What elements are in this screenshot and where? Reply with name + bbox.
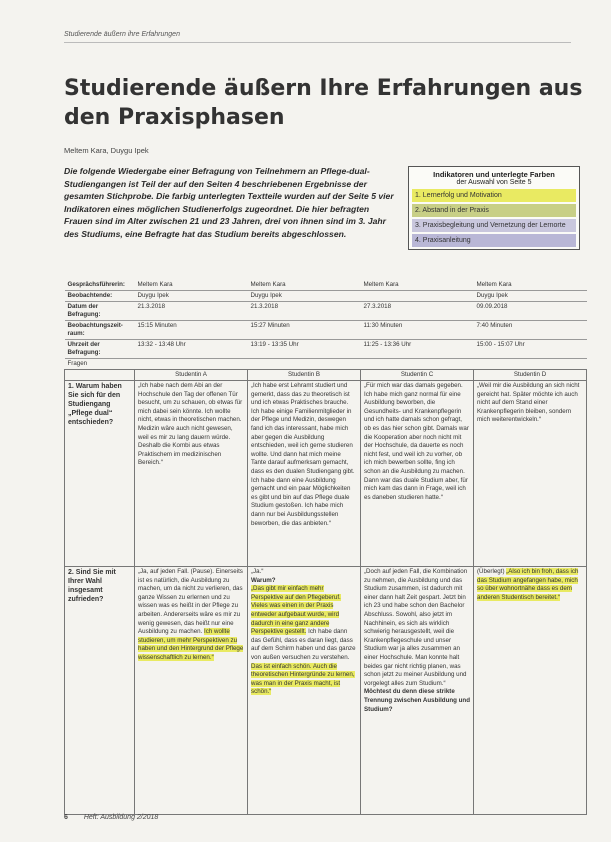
answer-text: „Ja, auf jeden Fall. (Pause). Einerseits ist es natürlich, die Ausbildung zu machen, um da nicht zu verlieren, das ganze Wissen zu erlernen und zu wissen was es heißt in der Pflege zu arbeiten. Andererseits wäre es mir zu wenig gewesen, das heißt nur eine Ausbildung zu machen. <box>138 568 243 636</box>
meta-value: 13:32 - 13:48 Uhr <box>135 340 248 359</box>
fragen-row <box>65 359 587 370</box>
meta-row <box>65 321 587 340</box>
meta-value: Meltem Kara <box>248 280 361 291</box>
meta-value: 15:00 - 15:07 Uhr <box>474 340 587 359</box>
answer-text: Das ist einfach schön. Auch die theoretischen Hintergründe zu lernen, was man in der Praxis macht, ist schön.“ <box>251 662 355 696</box>
student-header: Studentin B <box>248 370 361 381</box>
spacer-cell <box>361 359 474 370</box>
answer-cell <box>361 381 474 567</box>
answer-text: „Weil mir die Ausbildung an sich nicht gereicht hat. Später möchte ich auch nicht auf dem Stand einer Krankenpflegerin bleiben, sondern mich weiterentwickeln.“ <box>477 382 580 424</box>
spacer-cell <box>248 359 361 370</box>
answer-text: „Ja.“ <box>251 568 264 575</box>
article-authors: Meltem Kara, Duygu Ipek <box>64 146 149 155</box>
answer-cell <box>248 567 361 815</box>
meta-value: 7:40 Minuten <box>474 321 587 340</box>
answer-text: „Das gibt mir einfach mehr Perspektive auf den Pflegeberuf. Vieles was einen in der Praxis entweder aufgebaut wurde, wird dadurch in eine ganz andere Perspektive gestellt. <box>251 585 341 636</box>
student-header: Studentin C <box>361 370 474 381</box>
question-number: 2. <box>68 569 74 576</box>
indicator-legend-box <box>408 166 580 250</box>
meta-value: 21.3.2018 <box>248 302 361 321</box>
legend-item: 1. Lernerfolg und Motivation <box>412 189 576 202</box>
meta-row <box>65 340 587 359</box>
question-row <box>65 381 587 567</box>
meta-label: Beobachtende: <box>65 291 135 302</box>
answer-text: „Ich habe erst Lehramt studiert und gemerkt, dass das zu theoretisch ist und ich etwas Praktisches brauche. Ich habe einige Familienmitglieder in der Pflege und Medizin, deswegen fand ich das interessant, habe mich aber gegen die Ausbildung entschieden, weil ich gerne studieren wollte. Und dann hat mich meine Tante darauf aufmerksam gemacht, dass es den dualen Studiengang gibt. Ich habe dann eine Ausbildung gemacht und ein paar Möglichkeiten es gibt und bin auf das Pflege duale Studium gestoßen. Ich habe mich dann nur bei Ausbildungsstellen beworben, die das anbieten.“ <box>251 382 355 527</box>
answer-text: „Ich habe nach dem Abi an der Hochschule den Tag der offenen Tür besucht, um zu schauen, ob etwas für mich dabei sein könnte. Ich wollte nicht, etwas in theoretischen machen. Medizin wäre auch nicht gewesen, weil es mir zu lang dauern würde. Deshalb die Kombi aus etwas Praktischem im medizinischen Bereich.“ <box>138 382 243 467</box>
meta-value: Duygu Ipek <box>248 291 361 302</box>
meta-label: Beobachtungszeitraum: <box>65 321 135 340</box>
meta-value: Meltem Kara <box>474 280 587 291</box>
legend-subtitle: der Auswahl von Seite 5 <box>456 179 532 186</box>
legend-item: 2. Abstand in der Praxis <box>412 204 576 217</box>
meta-value: Meltem Kara <box>361 280 474 291</box>
student-header-row <box>65 370 587 381</box>
legend-item-list <box>409 189 579 247</box>
legend-title: Indikatoren und unterlegte Farben <box>433 170 555 179</box>
meta-value <box>361 291 474 302</box>
answer-cell <box>248 381 361 567</box>
answer-text: (Überlegt) <box>477 568 507 575</box>
meta-label: Datum der Befragung: <box>65 302 135 321</box>
fragen-label: Fragen <box>67 360 88 367</box>
answer-text: „Für mich war das damals gegeben. Ich habe mich ganz normal für eine Ausbildung beworben, die Gesundheits- und Krankenpflegerin und ich hatte damals schon gefragt, ob es das hier schon gibt. Damals war die Kooperation aber noch nicht mit der Hochschule, da dauerte es noch nicht fest, und weil ich zu vorher, ob ich mich bewerben sollte, fing ich schon an die Ausbildung zu machen. Dann war das duale Studium aber, für mich kam das dann in Frage, weil ich es daneben studieren hatte.“ <box>364 382 469 501</box>
meta-value: 15:27 Minuten <box>248 321 361 340</box>
answer-text: Ich habe dann das Gefühl, dass es daran liegt, dass auf dem Schirm haben und das ganze von außen versuchen zu verstehen. <box>251 628 356 661</box>
meta-value: 11:30 Minuten <box>361 321 474 340</box>
legend-item: 4. Praxisanleitung <box>412 234 576 247</box>
meta-value: 21.3.2018 <box>135 302 248 321</box>
interview-question-rows <box>65 370 587 815</box>
legend-item: 3. Praxisbegleitung und Vernetzung der Lernorte <box>412 219 576 232</box>
answer-text: „Doch auf jeden Fall, die Kombination zu nehmen, die Ausbildung und das Studium zusammen, ist dadurch mit einer dann halt Zeit gespart. Jetzt bin ich 23 und habe schon den Bachelor Abschluss. Sowohl, also jetzt im Nachhinein, es sich als wirklich schwierig herausgestellt, weil die Krankenpflegeschule und unser Studium war ja alles zusammen an einer Hochschule. Man konnte halt beides gar nicht richtig planen, was schon jetzt zu meiner Ausbildung und vorgelegt alles zum Studium.“ <box>364 568 468 687</box>
article-intro: Die folgende Wiedergabe einer Befragung von Teilnehmern an Pflege-dual-Studiengangen ist Teil der auf den Seiten 4 beschriebenen Ergebnisse der gesamten Stichprobe. Die farbig unterlegten Textteile wurden auf der Seite 5 vier Indikatoren eines möglichen Studienerfolgs zugeordnet. Die hier befragten Frauen sind im Alter zwischen 21 und 23 Jahren, drei von ihnen sind im 3. Jahr des Studiums, eine Befragte hat das Studium bereits abgeschlossen. <box>64 166 394 239</box>
running-header: Studierende äußern ihre Erfahrungen <box>64 31 180 38</box>
question-text: Warum haben Sie sich für den Studiengang „Pflege dual“ entschieden? <box>68 383 122 426</box>
meta-value: Duygu Ipek <box>135 291 248 302</box>
answer-text: Möchtest du denn diese strikte Trennung zwischen Ausbildung und Studium? <box>364 688 470 713</box>
page-number: 6 <box>64 814 68 821</box>
header-blank-cell <box>65 370 135 381</box>
answer-cell <box>474 567 587 815</box>
article-title: Studierende äußern Ihre Erfahrungen aus den Praxisphasen <box>64 76 583 130</box>
question-row <box>65 567 587 815</box>
answer-text: Warum? <box>251 576 276 584</box>
question-cell <box>65 381 135 567</box>
answer-cell <box>361 567 474 815</box>
answer-text: „Also ich bin froh, dass ich das Studium angefangen habe, mich so über wohnortnähe dass es dem anderen Studentisch bereitet.“ <box>477 568 579 601</box>
answer-cell <box>135 381 248 567</box>
meta-value: 09.09.2018 <box>474 302 587 321</box>
question-text: Sind Sie mit Ihrer Wahl insgesamt zufrieden? <box>68 569 116 603</box>
interview-meta-rows <box>65 280 587 370</box>
page-footer <box>64 814 158 821</box>
student-header: Studentin D <box>474 370 587 381</box>
answer-cell <box>135 567 248 815</box>
interview-table <box>64 280 587 815</box>
meta-row <box>65 280 587 291</box>
meta-value: Duygu Ipek <box>474 291 587 302</box>
meta-value: 11:25 - 13:36 Uhr <box>361 340 474 359</box>
meta-value: Meltem Kara <box>135 280 248 291</box>
question-number: 1. <box>68 383 74 390</box>
answer-cell <box>474 381 587 567</box>
student-header: Studentin A <box>135 370 248 381</box>
meta-value: 27.3.2018 <box>361 302 474 321</box>
meta-row <box>65 291 587 302</box>
footer-journal: Heft: Ausbildung 2/2018 <box>83 814 159 821</box>
meta-row <box>65 302 587 321</box>
meta-label: Uhrzeit der Befragung: <box>65 340 135 359</box>
meta-value: 13:19 - 13:35 Uhr <box>248 340 361 359</box>
header-divider <box>64 42 571 43</box>
meta-label: Gesprächsführerin: <box>65 280 135 291</box>
spacer-cell <box>135 359 248 370</box>
question-cell <box>65 567 135 815</box>
spacer-cell <box>474 359 587 370</box>
answer-text: Ich wollte studieren, um mehr Perspektiven zu haben und den Hintergrund der Pflege wissenschaftlich zu lernen.“ <box>138 628 244 661</box>
meta-value: 15:15 Minuten <box>135 321 248 340</box>
